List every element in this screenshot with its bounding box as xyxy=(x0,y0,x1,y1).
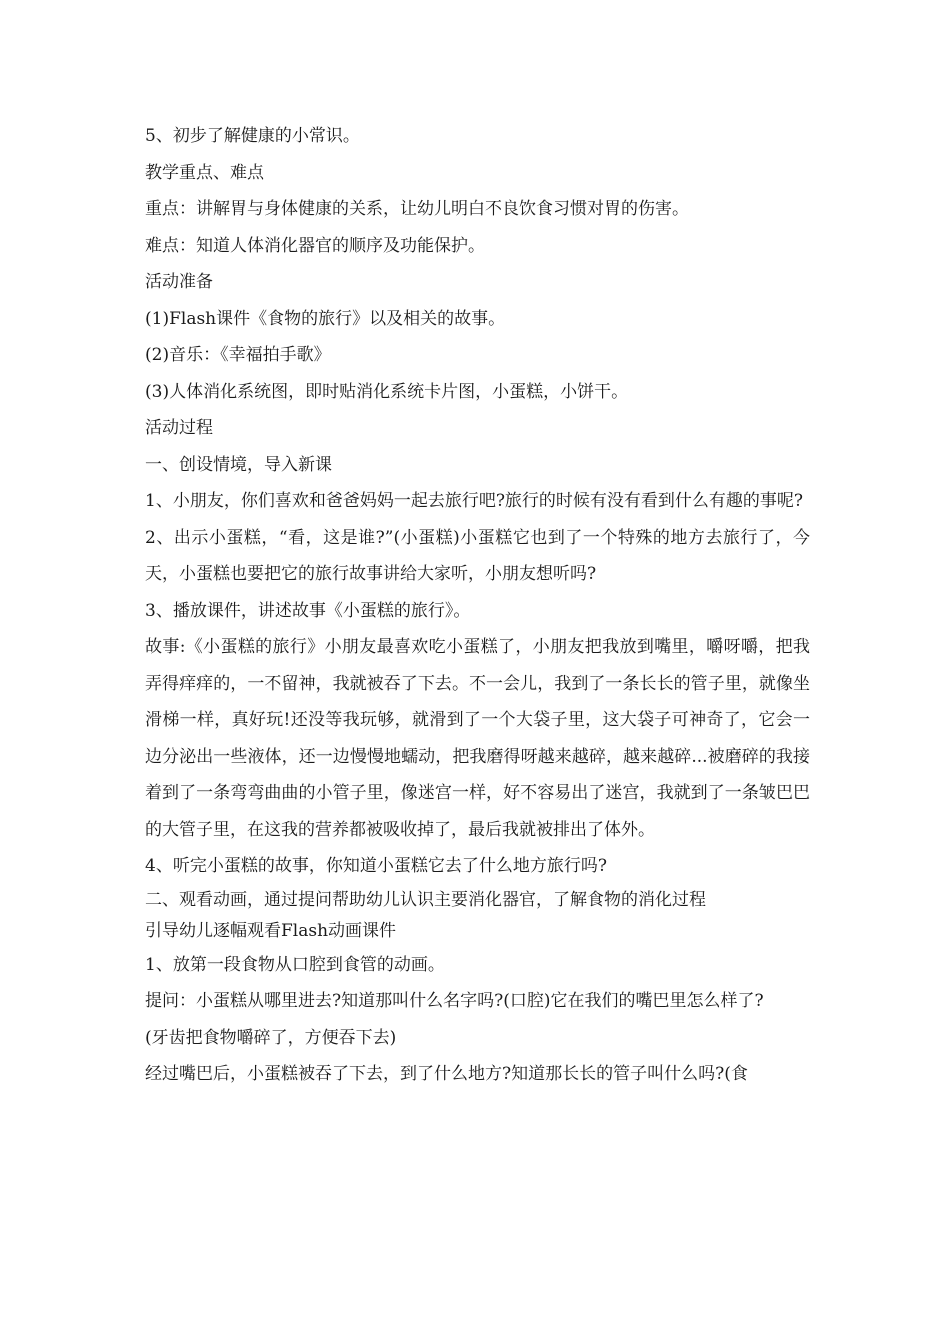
section-1-title: 一、创设情境，导入新课 xyxy=(145,454,332,475)
step-4-line: 4、听完小蛋糕的故事，你知道小蛋糕它去了什么地方旅行吗? xyxy=(145,856,607,876)
difficult-point: 难点：知道人体消化器官的顺序及功能保护。 xyxy=(145,235,485,256)
heading-process: 活动过程 xyxy=(145,418,213,438)
question-paragraph: 提问：小蛋糕从哪里进去?知道那叫什么名字吗?(口腔)它在我们的嘴巴里怎么样了? xyxy=(145,991,764,1011)
esophagus-question-line: 经过嘴巴后，小蛋糕被吞了下去，到了什么地方?知道那长长的管子叫什么吗?(食 xyxy=(145,1064,748,1084)
preparation-item-1: (1)Flash课件《食物的旅行》以及相关的故事。 xyxy=(145,308,506,329)
heading-key-points: 教学重点、难点 xyxy=(145,162,264,183)
section-2-title: 二、观看动画，通过提问帮助幼儿认识主要消化器官，了解食物的消化过程 xyxy=(145,889,706,910)
story-paragraph: 故事:《小蛋糕的旅行》小朋友最喜欢吃小蛋糕了，小朋友把我放到嘴里，嚼呀嚼，把我弄得痒痒的，一不留神，我就被吞了下去。不一会儿，我到了一条长长的管子里，就像坐滑梯一样，真好玩!还没等我玩够，就滑到了一个大袋子里，这大袋子可神奇了，它会一边分泌出一些液体，还一边慢慢地蠕动，把我磨得呀越来越碎，越来越碎...被磨碎的我接着到了一条弯弯曲曲的小管子里，像迷宫一样，好不容易出了迷宫，我就到了一条皱巴巴的大管子里，在这我的营养都被吸收掉了，最后我就被排出了体外。 xyxy=(145,637,810,840)
preparation-item-2: (2)音乐：《幸福拍手歌》 xyxy=(145,345,331,365)
objective-5: 5、初步了解健康的小常识。 xyxy=(145,126,360,146)
answer-line: (牙齿把食物嚼碎了，方便吞下去) xyxy=(145,1027,397,1048)
preparation-item-3: (3)人体消化系统图，即时贴消化系统卡片图，小蛋糕，小饼干。 xyxy=(145,381,629,402)
step-2-paragraph: 2、出示小蛋糕，“看，这是谁?”(小蛋糕)小蛋糕它也到了一个特殊的地方去旅行了，今天，小蛋糕也要把它的旅行故事讲给大家听，小朋友想听吗? xyxy=(145,527,810,584)
document-page xyxy=(145,118,810,1093)
step-1-paragraph: 1、小朋友，你们喜欢和爸爸妈妈一起去旅行吧?旅行的时候有没有看到什么有趣的事呢? xyxy=(145,491,804,511)
heading-preparation: 活动准备 xyxy=(145,272,213,292)
key-point: 重点：讲解胃与身体健康的关系，让幼儿明白不良饮食习惯对胃的伤害。 xyxy=(145,199,689,219)
section-2-subtitle: 引导幼儿逐幅观看Flash动画课件 xyxy=(145,920,397,941)
animation-step-1: 1、放第一段食物从口腔到食管的动画。 xyxy=(145,954,445,975)
step-3-line: 3、播放课件，讲述故事《小蛋糕的旅行》。 xyxy=(145,600,471,621)
